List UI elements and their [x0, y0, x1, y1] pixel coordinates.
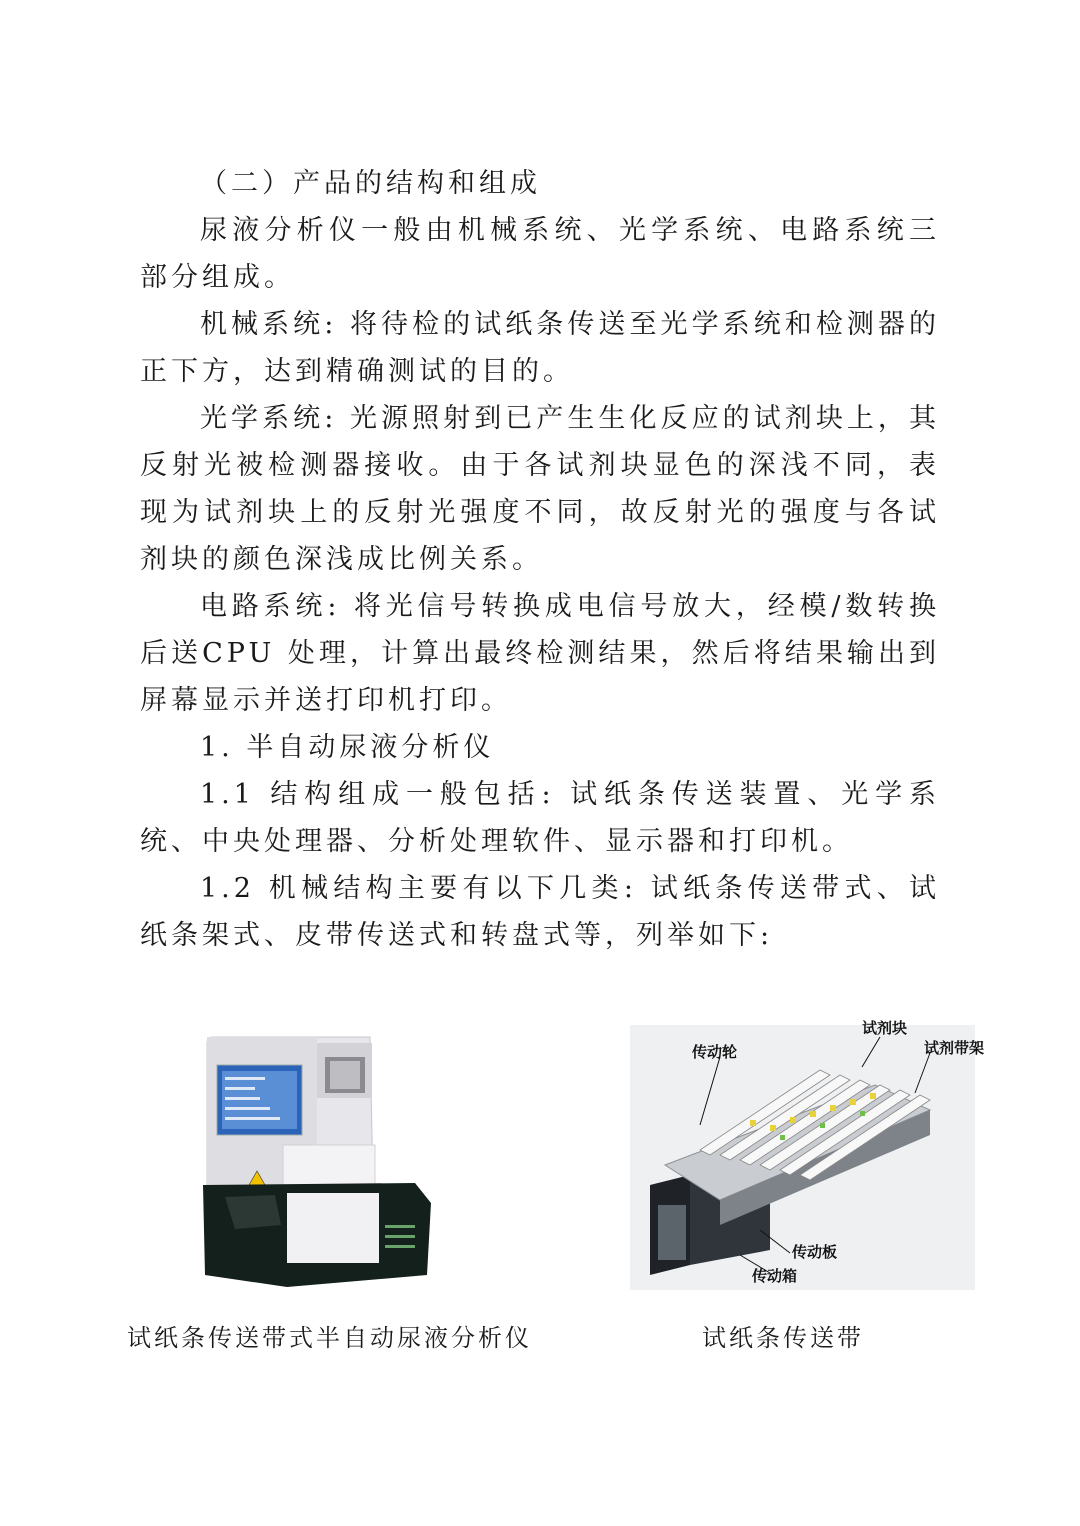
- left-figure-caption: 试纸条传送带式半自动尿液分析仪: [127, 1324, 532, 1352]
- label-reagent-block: 试剂块: [862, 1019, 908, 1037]
- section-title: （二）产品的结构和组成: [200, 168, 541, 199]
- label-drive-box: 传动箱: [752, 1267, 798, 1285]
- conveyor-belt-diagram: [630, 1015, 985, 1290]
- label-reagent-rack: 试剂带架: [924, 1039, 985, 1057]
- label-drive-wheel: 传动轮: [692, 1043, 738, 1061]
- paragraph-optical: 光学系统: 光源照射到已产生生化反应的试剂块上，其反射光被检测器接收。由于各试剂块显色的深浅不同，表现为试剂块上的反射光强度不同，故反射光的强度与各试剂块的颜色深浅成比例关系。: [140, 403, 940, 575]
- right-figure-caption: 试纸条传送带: [702, 1324, 864, 1352]
- paragraph-overview: 尿液分析仪一般由机械系统、光学系统、电路系统三部分组成。: [140, 215, 940, 293]
- analyzer-device-image: [195, 1025, 440, 1290]
- document-body: [140, 160, 940, 959]
- paragraph-circuit: 电路系统: 将光信号转换成电信号放大，经模/数转换后送CPU 处理，计算出最终检测结果，然后将结果输出到屏幕显示并送打印机打印。: [140, 591, 940, 716]
- label-drive-plate: 传动板: [792, 1243, 838, 1261]
- paragraph-mechanical-types: 1.2 机械结构主要有以下几类: 试纸条传送带式、试纸条架式、皮带传送式和转盘式等，列举如下:: [140, 873, 940, 951]
- paragraph-composition: 1.1 结构组成一般包括: 试纸条传送装置、光学系统、中央处理器、分析处理软件、显示器和打印机。: [140, 779, 940, 857]
- paragraph-mechanical: 机械系统: 将待检的试纸条传送至光学系统和检测器的正下方，达到精确测试的目的。: [140, 309, 940, 387]
- heading-semi-auto: 1. 半自动尿液分析仪: [200, 732, 495, 763]
